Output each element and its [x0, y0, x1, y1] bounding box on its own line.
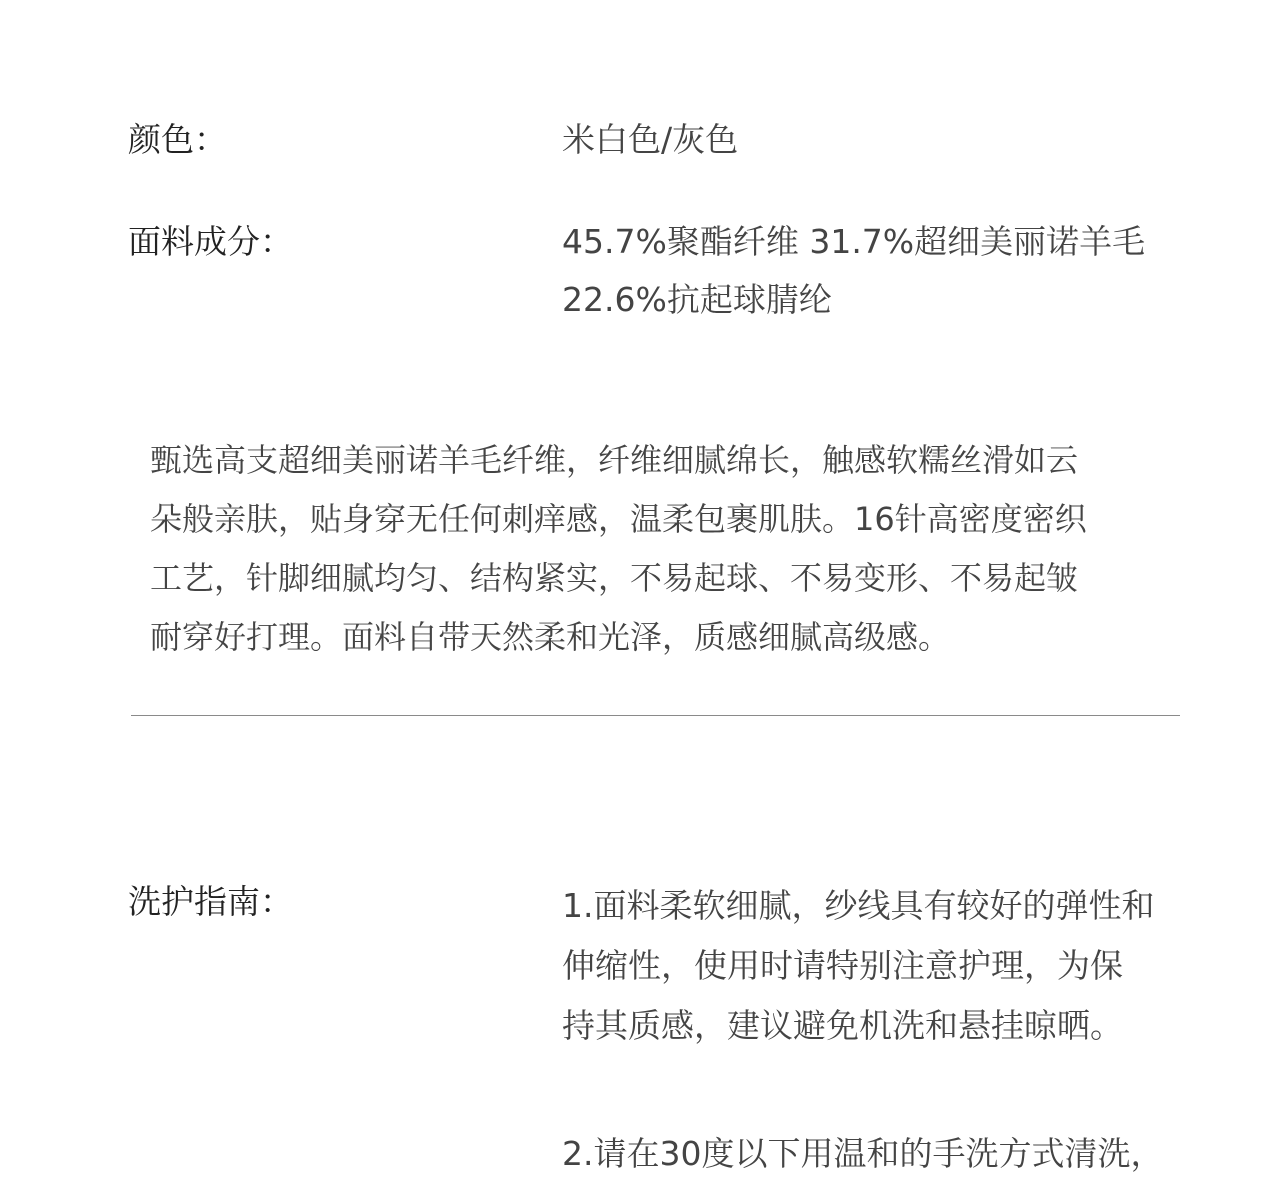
section-divider: [131, 715, 1180, 716]
color-label: 颜色：: [128, 120, 227, 159]
fabric-value: [562, 222, 1145, 338]
description-line-4: 耐穿好打理。面料自带天然柔和光泽，质感细腻高级感。: [150, 618, 951, 656]
fabric-line-2: 22.6%抗起球腈纶: [562, 280, 832, 319]
description-line-2: 朵般亲肤，贴身穿无任何刺痒感，温柔包裹肌肤。16针高密度密织: [150, 500, 1087, 538]
color-value-text: 米白色/灰色: [562, 120, 739, 159]
product-description: [150, 436, 1190, 672]
care-item-1-line-1: 1.面料柔软细腻，纱线具有较好的弹性和: [562, 886, 1155, 925]
color-value: [562, 120, 738, 178]
fabric-label: 面料成分：: [128, 222, 293, 261]
care-label: 洗护指南：: [128, 882, 293, 921]
care-item-2-line-1: 2.请在30度以下用温和的手洗方式清洗，: [562, 1134, 1164, 1173]
fabric-line-1: 45.7%聚酯纤维 31.7%超细美丽诺羊毛: [562, 222, 1146, 261]
care-item-1-line-2: 伸缩性，使用时请特别注意护理，为保: [562, 946, 1123, 985]
care-item-1-line-3: 持其质感，建议避免机洗和悬挂晾晒。: [562, 1006, 1123, 1045]
description-line-3: 工艺，针脚细腻均匀、结构紧实，不易起球、不易变形、不易起皱: [150, 559, 1079, 597]
description-line-1: 甄选高支超细美丽诺羊毛纤维，纤维细腻绵长，触感软糯丝滑如云: [150, 441, 1079, 479]
care-item-2: [562, 1134, 1163, 1194]
care-item-1: [562, 886, 1155, 1066]
